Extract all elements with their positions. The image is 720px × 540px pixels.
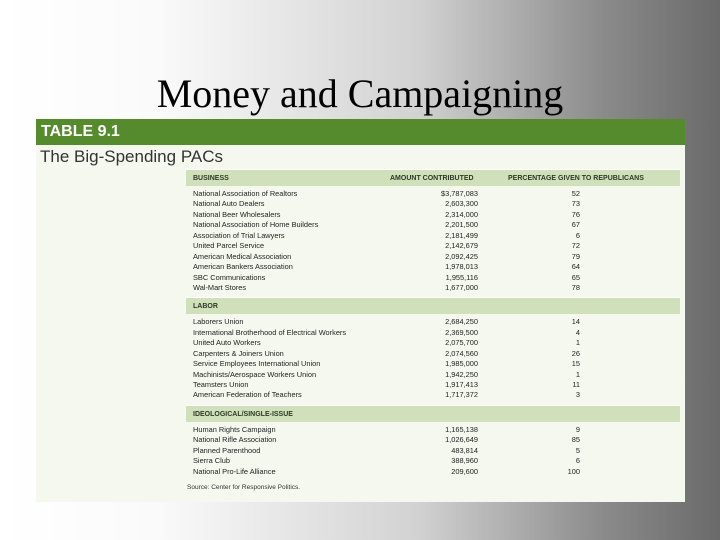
percentage-republican: 100 (567, 466, 580, 476)
amount-contributed: 1,717,372 (445, 390, 478, 400)
percentage-republican: 79 (571, 251, 580, 261)
table-row (186, 262, 680, 272)
amount-contributed: 483,814 (451, 445, 478, 455)
amount-contributed: 1,677,000 (445, 282, 478, 292)
pac-name: Association of Trial Lawyers (193, 230, 285, 240)
table-row (186, 283, 680, 293)
amount-contributed: 1,026,649 (445, 435, 478, 445)
amount-contributed: 2,314,000 (445, 209, 478, 219)
section-body (186, 186, 680, 297)
table-row (186, 456, 680, 466)
table-sections (186, 169, 680, 481)
pac-name: National Auto Dealers (193, 199, 265, 209)
percentage-republican: 72 (571, 241, 580, 251)
pac-name: Human Rights Campaign (193, 424, 276, 434)
table-row (186, 317, 680, 327)
pac-name: National Association of Home Builders (193, 220, 319, 230)
section-heading: BUSINESS (193, 175, 229, 182)
table-row (186, 349, 680, 359)
pac-name: National Association of Realtors (193, 189, 298, 198)
amount-contributed: 2,684,250 (445, 317, 478, 327)
section-heading: IDEOLOGICAL/SINGLE-ISSUE (193, 410, 293, 418)
percentage-republican: 1 (575, 369, 580, 379)
table-subtitle: The Big-Spending PACs (40, 147, 224, 166)
percentage-republican: 52 (571, 189, 580, 198)
column-header-percentage: PERCENTAGE GIVEN TO REPUBLICANS (508, 175, 644, 182)
pac-name: International Brotherhood of Electrical Workers (193, 327, 347, 337)
pac-name: American Federation of Teachers (193, 390, 302, 400)
pac-name: Teamsters Union (193, 380, 249, 389)
table-row (186, 435, 680, 445)
amount-contributed: 2,369,500 (445, 327, 478, 337)
table-source: Source: Center for Responsive Politics. (187, 484, 301, 492)
pac-name: Planned Parenthood (193, 445, 261, 455)
percentage-republican: 5 (575, 445, 580, 455)
pac-name: Machinists/Aerospace Workers Union (193, 369, 317, 379)
amount-contributed: 2,142,679 (445, 241, 478, 251)
table-row (186, 252, 680, 262)
amount-contributed: 2,181,499 (445, 230, 478, 240)
section-header (186, 405, 680, 422)
amount-contributed: 2,092,425 (445, 251, 478, 261)
table-row (186, 231, 680, 241)
amount-contributed: 2,201,500 (445, 220, 478, 230)
table-row (186, 359, 680, 369)
amount-contributed: 1,165,138 (445, 424, 478, 434)
pac-name: National Beer Wholesalers (193, 209, 281, 219)
percentage-republican: 4 (575, 327, 580, 337)
amount-contributed: 2,075,700 (445, 338, 478, 348)
amount-contributed: 209,600 (451, 466, 478, 476)
table-row (186, 370, 680, 380)
table-row (186, 210, 680, 220)
table-row (186, 338, 680, 348)
table-row (186, 328, 680, 338)
percentage-republican: 6 (575, 230, 580, 240)
amount-contributed: 1,985,000 (445, 359, 478, 369)
percentage-republican: 76 (571, 209, 580, 219)
amount-contributed: 1,942,250 (445, 369, 478, 379)
percentage-republican: 65 (571, 272, 580, 282)
section-body (186, 314, 680, 405)
amount-contributed: 1,978,013 (445, 262, 478, 272)
pac-name: Service Employees International Union (193, 359, 321, 369)
pac-name: Sierra Club (193, 456, 230, 466)
section-heading: LABOR (193, 303, 218, 311)
amount-contributed: 1,955,116 (445, 272, 478, 282)
pac-name: United Auto Workers (193, 338, 261, 348)
pac-name: Laborers Union (193, 317, 244, 327)
table-row (186, 241, 680, 251)
amount-contributed: 2,074,560 (445, 348, 478, 358)
section-header (186, 169, 680, 186)
table-row (186, 380, 680, 390)
amount-contributed: 1,917,413 (445, 380, 478, 389)
pac-name: National Rifle Association (193, 435, 277, 445)
percentage-republican: 14 (571, 317, 580, 327)
table-row (186, 220, 680, 230)
percentage-republican: 15 (571, 359, 580, 369)
pac-name: United Parcel Service (193, 241, 265, 251)
column-header-amount: AMOUNT CONTRIBUTED (390, 175, 474, 182)
amount-contributed: $3,787,083 (441, 189, 478, 198)
percentage-republican: 9 (575, 424, 580, 434)
percentage-republican: 78 (571, 282, 580, 292)
table-row (186, 390, 680, 400)
table-row (186, 273, 680, 283)
pac-name: Wal-Mart Stores (193, 282, 247, 292)
pac-name: Carpenters & Joiners Union (193, 348, 284, 358)
table-row (186, 467, 680, 477)
pac-name: American Bankers Association (193, 262, 293, 272)
percentage-republican: 3 (575, 390, 580, 400)
section-body (186, 422, 680, 481)
pac-name: National Pro-Life Alliance (193, 466, 276, 476)
table-row (186, 425, 680, 435)
slide-title: Money and Campaigning (156, 71, 564, 116)
percentage-republican: 11 (572, 380, 580, 389)
amount-contributed: 2,603,300 (445, 199, 478, 209)
percentage-republican: 26 (571, 348, 580, 358)
percentage-republican: 85 (571, 435, 580, 445)
pac-table (186, 169, 680, 493)
table-row (186, 199, 680, 209)
pac-name: American Medical Association (193, 251, 292, 261)
percentage-republican: 1 (575, 338, 580, 348)
pac-name: SBC Communications (193, 272, 266, 282)
percentage-republican: 67 (571, 220, 580, 230)
table-row (186, 189, 680, 199)
section-header (186, 297, 680, 314)
percentage-republican: 73 (571, 199, 580, 209)
table-panel (36, 119, 685, 502)
percentage-republican: 6 (575, 456, 580, 466)
percentage-republican: 64 (571, 262, 580, 272)
table-label: TABLE 9.1 (36, 119, 685, 145)
table-row (186, 446, 680, 456)
amount-contributed: 388,960 (451, 456, 478, 466)
